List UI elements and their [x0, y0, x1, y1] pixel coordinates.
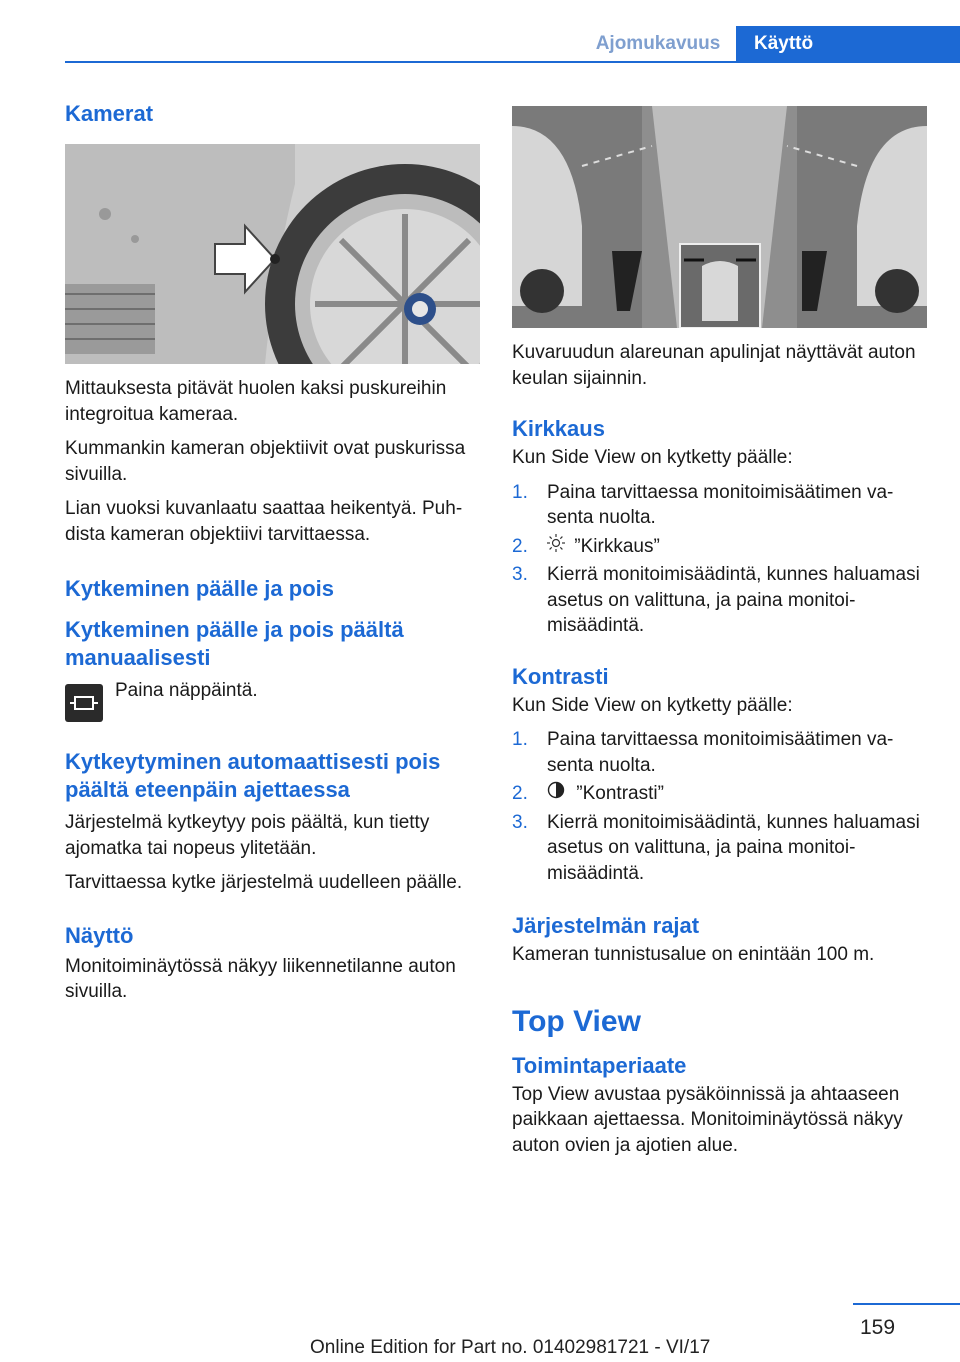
principle-heading: Toimintaperiaate	[512, 1052, 687, 1078]
list-item	[512, 810, 932, 887]
header-rule	[65, 61, 960, 63]
list-item	[512, 781, 932, 807]
paragraph: Kummankin kameran objektiivit ovat puskurissa sivuilla.	[65, 438, 466, 485]
page-number: 159	[860, 1316, 896, 1339]
paragraph: Tarvittaessa kytke järjestelmä uudelleen päälle.	[65, 872, 463, 893]
contrast-steps	[512, 727, 932, 886]
step-text: Paina tarvittaessa monitoimisäätimen vasenta nuolta.	[547, 481, 894, 528]
limits-text: Kameran tunnistusalue on enintään 100 m.	[512, 944, 875, 966]
right-column	[512, 100, 932, 1158]
side-view-button-icon	[65, 684, 103, 722]
header-section-tab: Ajomukavuus	[595, 33, 721, 54]
brightness-intro: Kun Side View on kytketty päälle:	[512, 447, 793, 468]
list-item	[512, 480, 932, 531]
topview-heading: Top View	[512, 1004, 641, 1038]
paragraph: Lian vuoksi kuvanlaatu saattaa heikentyä. Puhdista kameran objektiivi tarvittaessa.	[65, 498, 463, 545]
step-number: 1.	[512, 481, 528, 503]
step-number: 3.	[512, 564, 528, 586]
step-text: ”Kirkkaus”	[574, 535, 660, 557]
step-text: Kierrä monitoimisäädintä, kunnes haluamasi asetus on valittuna, ja paina monitoimisäädintä.	[547, 811, 920, 884]
camera-location-photo	[65, 144, 480, 364]
contrast-icon	[547, 781, 571, 807]
auto-off-heading: Kytkeytyminen automaattisesti pois päältä eteenpäin ajettaessa	[65, 749, 441, 802]
brightness-steps	[512, 480, 932, 639]
side-view-display-image	[512, 106, 927, 328]
step-text: ”Kontrasti”	[576, 783, 664, 805]
display-heading: Näyttö	[65, 922, 134, 948]
footer-rule	[853, 1303, 960, 1305]
switch-heading: Kytkeminen päälle ja pois	[65, 576, 334, 601]
paragraph: Järjestelmä kytkeytyy pois päältä, kun tietty ajomatka tai nopeus ylitetään.	[65, 812, 430, 859]
left-column	[65, 100, 485, 1005]
paragraph: Monitoiminäytössä näkyy liikennetilanne auton sivuilla.	[65, 955, 456, 1002]
list-item	[512, 562, 932, 639]
list-item	[512, 727, 932, 778]
step-text: Kierrä monitoimisäädintä, kunnes haluamasi asetus on valittuna, ja paina monitoimisäädintä.	[547, 564, 920, 637]
step-number: 2.	[512, 783, 528, 805]
limits-heading: Järjestelmän rajat	[512, 913, 700, 939]
press-button-text: Paina näppäintä.	[115, 680, 258, 701]
brightness-icon	[547, 534, 569, 560]
contrast-heading: Kontrasti	[512, 663, 609, 689]
list-item	[512, 534, 932, 560]
brightness-heading: Kirkkaus	[512, 416, 605, 441]
paragraph: Mittauksesta pitävät huolen kaksi puskureihin integroitua kameraa.	[65, 378, 447, 425]
principle-text: Top View avustaa pysäköinnissä ja ahtaaseen paikkaan ajettaessa. Monitoiminäytössä näkyy auton ovien ja ajotien alue.	[512, 1083, 903, 1156]
button-instruction	[65, 680, 485, 726]
manual-heading: Kytkeminen päälle ja pois päältä manuaalisesti	[65, 617, 404, 670]
contrast-intro: Kun Side View on kytketty päälle:	[512, 694, 793, 716]
step-number: 1.	[512, 729, 528, 751]
cameras-heading: Kamerat	[65, 101, 154, 126]
image-caption: Kuvaruudun alareunan apulinjat näyttävät auton keulan sijainnin.	[512, 342, 916, 389]
step-number: 3.	[512, 811, 528, 833]
header-active-tab: Käyttö	[736, 26, 960, 62]
step-number: 2.	[512, 535, 528, 557]
edition-text: Online Edition for Part no. 01402981721 - VI/17	[310, 1337, 711, 1358]
step-text: Paina tarvittaessa monitoimisäätimen vasenta nuolta.	[547, 729, 894, 776]
